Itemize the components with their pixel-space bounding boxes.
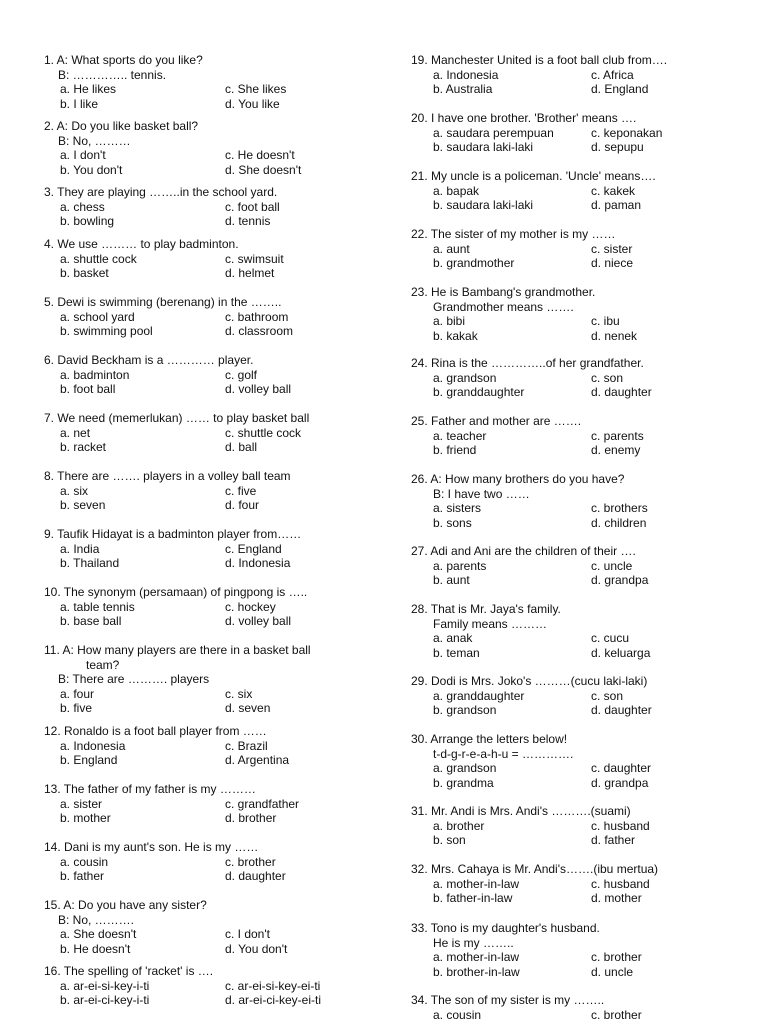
- answer-option[interactable]: b. friend: [433, 443, 477, 457]
- question-6: [44, 353, 374, 397]
- answer-option[interactable]: b. grandson: [433, 703, 497, 717]
- question-text: 21. My uncle is a policeman. 'Uncle' means….: [411, 169, 656, 183]
- question-31: [411, 804, 741, 848]
- answer-option[interactable]: c. golf: [225, 367, 258, 382]
- question-7: [44, 411, 374, 455]
- question-text: 2. A: Do you like basket ball?: [44, 119, 199, 133]
- question-text: 10. The synonym (persamaan) of pingpong is …..: [44, 585, 308, 599]
- question-27: [411, 544, 741, 588]
- question-16: [44, 964, 374, 1008]
- answer-option[interactable]: c. husband: [591, 876, 650, 891]
- answer-options: [44, 797, 374, 826]
- question-text: 5. Dewi is swimming (berenang) in the ……..: [44, 295, 282, 309]
- question-23: [411, 285, 741, 343]
- answer-option[interactable]: a. granddaughter: [433, 688, 525, 703]
- answer-option[interactable]: c. sister: [591, 241, 633, 256]
- answer-option[interactable]: d. grandpa: [591, 573, 649, 587]
- question-subline: B: ………….. tennis.: [58, 67, 167, 82]
- answer-option[interactable]: d. tennis: [225, 214, 271, 228]
- answer-option[interactable]: d. She doesn't: [225, 162, 302, 177]
- answer-option[interactable]: b. mother: [60, 811, 111, 825]
- answer-option[interactable]: a. shuttle cock: [60, 251, 137, 266]
- answer-option[interactable]: c. keponakan: [591, 125, 663, 140]
- question-15: [44, 898, 374, 956]
- answer-option[interactable]: a. six: [60, 483, 89, 498]
- question-text: 3. They are playing ……..in the school yard.: [44, 185, 278, 199]
- answer-option[interactable]: a. grandson: [433, 761, 497, 775]
- question-text: 12. Ronaldo is a foot ball player from ……: [44, 724, 267, 738]
- question-text: 20. I have one brother. 'Brother' means ….: [411, 111, 637, 125]
- question-subline: Grandmother means …….: [433, 299, 574, 314]
- answer-option[interactable]: c. uncle: [591, 558, 633, 573]
- answer-option[interactable]: a. mother-in-law: [433, 876, 520, 891]
- answer-option[interactable]: c. daughter: [591, 761, 652, 775]
- answer-option[interactable]: b. aunt: [433, 573, 470, 587]
- answer-options: [411, 559, 741, 588]
- answer-option[interactable]: a. parents: [433, 558, 487, 573]
- answer-options: [411, 877, 741, 906]
- question-subline: t-d-g-r-e-a-h-u = ………….: [433, 746, 574, 761]
- question-2: [44, 119, 374, 177]
- answer-option[interactable]: c. Brazil: [225, 738, 268, 753]
- answer-option[interactable]: a. I don't: [60, 148, 106, 162]
- question-subline: B: There are ………. players: [58, 672, 210, 686]
- question-13: [44, 782, 374, 826]
- answer-options: [411, 68, 741, 97]
- answer-option[interactable]: c. bathroom: [225, 309, 289, 324]
- question-subline: B: No, ………: [58, 133, 131, 148]
- question-text: 27. Adi and Ani are the children of their ….: [411, 544, 636, 558]
- question-text: 4. We use ……… to play badminton.: [44, 237, 239, 251]
- answer-options: [411, 371, 741, 400]
- question-text: 9. Taufik Hidayat is a badminton player from……: [44, 527, 302, 541]
- answer-option[interactable]: b. You don't: [60, 162, 123, 177]
- question-text: 14. Dani is my aunt's son. He is my ……: [44, 840, 259, 854]
- question-24: [411, 356, 741, 400]
- answer-option[interactable]: c. cucu: [591, 631, 630, 645]
- question-11: [44, 643, 374, 716]
- question-text: 30. Arrange the letters below!: [411, 732, 568, 746]
- answer-options: [411, 184, 741, 213]
- question-8: [44, 469, 374, 513]
- question-text: 25. Father and mother are …….: [411, 414, 582, 428]
- answer-option[interactable]: a. four: [60, 686, 95, 701]
- question-14: [44, 840, 374, 884]
- question-5: [44, 295, 374, 339]
- answer-option[interactable]: d. brother: [225, 811, 277, 825]
- answer-options: [44, 687, 374, 716]
- answer-option[interactable]: a. table tennis: [60, 599, 135, 614]
- answer-option[interactable]: c. hockey: [225, 599, 276, 614]
- answer-option[interactable]: d. nenek: [591, 328, 638, 343]
- answer-options: [411, 242, 741, 271]
- question-subline: Family means ………: [433, 616, 548, 631]
- answer-option[interactable]: c. six: [225, 686, 253, 701]
- answer-option[interactable]: d. four: [225, 498, 260, 512]
- answer-option[interactable]: d. children: [591, 515, 647, 530]
- answer-option[interactable]: d. You like: [225, 96, 280, 111]
- answer-option[interactable]: c. husband: [591, 818, 650, 833]
- answer-option[interactable]: c. son: [591, 688, 624, 703]
- question-subline: B: No, ……….: [58, 912, 135, 927]
- answer-options: [44, 426, 374, 455]
- question-text: 15. A: Do you have any sister?: [44, 898, 207, 912]
- answer-option[interactable]: c. ibu: [591, 314, 620, 328]
- question-33: [411, 921, 741, 979]
- answer-option[interactable]: c. five: [225, 483, 257, 498]
- answer-options: [44, 979, 374, 1008]
- answer-option[interactable]: d. niece: [591, 256, 634, 270]
- question-34: [411, 993, 741, 1022]
- answer-option[interactable]: a. aunt: [433, 241, 470, 256]
- question-text: 29. Dodi is Mrs. Joko's ………(cucu laki-laki): [411, 674, 648, 688]
- answer-option[interactable]: a. saudara perempuan: [433, 125, 554, 140]
- question-text: 24. Rina is the …………..of her grandfather.: [411, 356, 644, 370]
- question-text: 7. We need (memerlukan) …… to play basket ball: [44, 411, 310, 425]
- answer-option[interactable]: d. uncle: [591, 964, 634, 979]
- answer-option[interactable]: d. classroom: [225, 324, 294, 338]
- answer-option[interactable]: a. chess: [60, 199, 105, 214]
- answer-option[interactable]: a. Indonesia: [60, 738, 126, 753]
- answer-option[interactable]: d. sepupu: [591, 140, 644, 154]
- answer-option[interactable]: c. brothers: [591, 501, 648, 515]
- answer-option[interactable]: b. bowling: [60, 214, 115, 228]
- answer-option[interactable]: d. mother: [591, 891, 642, 905]
- answer-option[interactable]: d. seven: [225, 701, 271, 715]
- answer-option[interactable]: b. foot ball: [60, 382, 116, 396]
- question-25: [411, 414, 741, 458]
- answer-option[interactable]: d. ball: [225, 440, 258, 454]
- question-3: [44, 185, 374, 229]
- question-30: [411, 732, 741, 790]
- answer-options: [44, 368, 374, 397]
- answer-options: [411, 1008, 741, 1023]
- answer-option[interactable]: a. grandson: [433, 370, 497, 385]
- question-22: [411, 227, 741, 271]
- answer-options: [411, 501, 741, 530]
- question-26: [411, 472, 741, 530]
- answer-option[interactable]: d. daughter: [591, 385, 652, 399]
- question-1: [44, 53, 374, 111]
- answer-options: [411, 429, 741, 458]
- answer-options: [44, 927, 374, 956]
- answer-option[interactable]: a. badminton: [60, 367, 130, 382]
- answer-option[interactable]: c. He doesn't: [225, 148, 295, 162]
- question-text: 33. Tono is my daughter's husband.: [411, 921, 600, 935]
- answer-option[interactable]: d. ar-ei-ci-key-ei-ti: [225, 993, 322, 1007]
- answer-options: [44, 200, 374, 229]
- answer-options: [44, 600, 374, 629]
- answer-option[interactable]: a. cousin: [60, 854, 109, 869]
- answer-option[interactable]: c. I don't: [225, 927, 270, 941]
- answer-option[interactable]: a. He likes: [60, 82, 117, 96]
- answer-options: [411, 126, 741, 155]
- answer-option[interactable]: a. sister: [60, 796, 103, 811]
- answer-option[interactable]: b. son: [433, 833, 466, 847]
- answer-option[interactable]: b. father-in-law: [433, 891, 513, 905]
- answer-options: [44, 739, 374, 768]
- answer-option[interactable]: a. net: [60, 425, 91, 440]
- answer-options: [44, 855, 374, 884]
- answer-option[interactable]: b. ar-ei-ci-key-i-ti: [60, 993, 150, 1007]
- question-text: 22. The sister of my mother is my ……: [411, 227, 616, 241]
- answer-option[interactable]: d. Argentina: [225, 753, 290, 767]
- answer-option[interactable]: b. saudara laki-laki: [433, 140, 534, 154]
- answer-option[interactable]: d. volley ball: [225, 614, 292, 628]
- question-28: [411, 602, 741, 660]
- question-text: 19. Manchester United is a foot ball club from….: [411, 53, 668, 67]
- question-text: 32. Mrs. Cahaya is Mr. Andi's…….(ibu mertua): [411, 862, 659, 876]
- answer-option[interactable]: a. bapak: [433, 183, 480, 198]
- question-12: [44, 724, 374, 768]
- answer-option[interactable]: c. kakek: [591, 183, 636, 198]
- answer-options: [44, 148, 374, 177]
- answer-option[interactable]: a. India: [60, 541, 100, 556]
- answer-option[interactable]: c. shuttle cock: [225, 425, 302, 440]
- answer-option[interactable]: b. seven: [60, 498, 106, 512]
- question-32: [411, 862, 741, 906]
- question-text: 16. The spelling of 'racket' is ….: [44, 964, 214, 978]
- answer-option[interactable]: b. He doesn't: [60, 941, 131, 956]
- answer-option[interactable]: d. helmet: [225, 266, 275, 280]
- answer-options: [44, 542, 374, 571]
- answer-option[interactable]: d. You don't: [225, 941, 288, 956]
- answer-option[interactable]: d. enemy: [591, 443, 641, 457]
- answer-option[interactable]: c. grandfather: [225, 796, 300, 811]
- question-21: [411, 169, 741, 213]
- answer-option[interactable]: c. brother: [225, 854, 276, 869]
- answer-option[interactable]: d. father: [591, 833, 636, 847]
- answer-option[interactable]: b. base ball: [60, 614, 122, 628]
- question-text: 23. He is Bambang's grandmother.: [411, 285, 596, 299]
- answer-option[interactable]: a. ar-ei-si-key-i-ti: [60, 978, 150, 993]
- answer-option[interactable]: b. sons: [433, 515, 472, 530]
- answer-option[interactable]: b. I like: [60, 96, 99, 111]
- answer-option[interactable]: d. grandpa: [591, 775, 649, 790]
- question-text: 6. David Beckham is a ………… player.: [44, 353, 254, 367]
- answer-option[interactable]: a. mother-in-law: [433, 950, 520, 964]
- answer-option[interactable]: c. foot ball: [225, 199, 280, 214]
- question-29: [411, 674, 741, 718]
- answer-option[interactable]: b. granddaughter: [433, 385, 525, 399]
- answer-options: [411, 761, 741, 790]
- question-20: [411, 111, 741, 155]
- answer-option[interactable]: a. cousin: [433, 1007, 482, 1022]
- answer-option[interactable]: b. grandma: [433, 775, 494, 790]
- answer-option[interactable]: d. daughter: [591, 703, 652, 717]
- answer-options: [411, 314, 741, 343]
- answer-option[interactable]: d. paman: [591, 198, 642, 212]
- answer-options: [411, 819, 741, 848]
- answer-option[interactable]: b. swimming pool: [60, 324, 153, 338]
- question-text: 34. The son of my sister is my ……..: [411, 993, 605, 1007]
- answer-options: [44, 82, 374, 111]
- answer-option[interactable]: d. keluarga: [591, 645, 651, 660]
- question-9: [44, 527, 374, 571]
- answer-option[interactable]: a. sisters: [433, 501, 482, 515]
- answer-option[interactable]: b. five: [60, 701, 93, 715]
- question-text: 11. A: How many players are there in a basket ball: [44, 643, 311, 657]
- answer-option[interactable]: a. bibi: [433, 314, 466, 328]
- answer-option[interactable]: a. anak: [433, 631, 473, 645]
- question-subline: B: I have two ……: [433, 486, 530, 501]
- answer-options: [411, 689, 741, 718]
- answer-options: [44, 252, 374, 281]
- answer-option[interactable]: c. She likes: [225, 82, 287, 96]
- answer-option[interactable]: c. brother: [591, 950, 642, 964]
- answer-option[interactable]: b. saudara laki-laki: [433, 198, 534, 212]
- question-text: 28. That is Mr. Jaya's family.: [411, 602, 561, 616]
- answer-option[interactable]: c. parents: [591, 428, 644, 443]
- answer-option[interactable]: c. swimsuit: [225, 251, 284, 266]
- answer-option[interactable]: b. brother-in-law: [433, 964, 520, 979]
- question-19: [411, 53, 741, 97]
- answer-option[interactable]: b. basket: [60, 266, 109, 280]
- question-subline: team?: [86, 657, 120, 672]
- answer-option[interactable]: b. Australia: [433, 82, 493, 96]
- answer-option[interactable]: a. brother: [433, 818, 485, 833]
- answer-option[interactable]: c. son: [591, 370, 624, 385]
- answer-option[interactable]: b. England: [60, 753, 118, 767]
- answer-option[interactable]: c. England: [225, 541, 282, 556]
- answer-option[interactable]: a. Indonesia: [433, 67, 499, 82]
- answer-option[interactable]: c. Africa: [591, 67, 634, 82]
- answer-option[interactable]: c. ar-ei-si-key-ei-ti: [225, 978, 321, 993]
- answer-options: [44, 484, 374, 513]
- answer-option[interactable]: a. school yard: [60, 309, 135, 324]
- question-10: [44, 585, 374, 629]
- answer-option[interactable]: b. grandmother: [433, 256, 515, 270]
- answer-option[interactable]: d. daughter: [225, 869, 286, 883]
- answer-option[interactable]: d. Indonesia: [225, 556, 291, 570]
- question-text: 31. Mr. Andi is Mrs. Andi's ……….(suami): [411, 804, 631, 818]
- answer-options: [44, 310, 374, 339]
- question-text: 1. A: What sports do you like?: [44, 53, 203, 67]
- answer-option[interactable]: d. volley ball: [225, 382, 292, 396]
- question-text: 26. A: How many brothers do you have?: [411, 472, 625, 486]
- question-4: [44, 237, 374, 281]
- question-subline: He is my ……..: [433, 935, 514, 950]
- answer-option[interactable]: b. teman: [433, 645, 480, 660]
- answer-option[interactable]: c. brother: [591, 1007, 642, 1022]
- answer-option[interactable]: a. She doesn't: [60, 927, 137, 941]
- question-text: 8. There are ……. players in a volley ball team: [44, 469, 291, 483]
- answer-option[interactable]: d. England: [591, 82, 649, 96]
- answer-option[interactable]: a. teacher: [433, 428, 487, 443]
- answer-option[interactable]: b. racket: [60, 440, 107, 454]
- question-text: 13. The father of my father is my ………: [44, 782, 256, 796]
- answer-options: [411, 631, 741, 660]
- answer-option[interactable]: b. Thailand: [60, 556, 120, 570]
- answer-options: [411, 950, 741, 979]
- answer-option[interactable]: b. kakak: [433, 328, 478, 343]
- answer-option[interactable]: b. father: [60, 869, 105, 883]
